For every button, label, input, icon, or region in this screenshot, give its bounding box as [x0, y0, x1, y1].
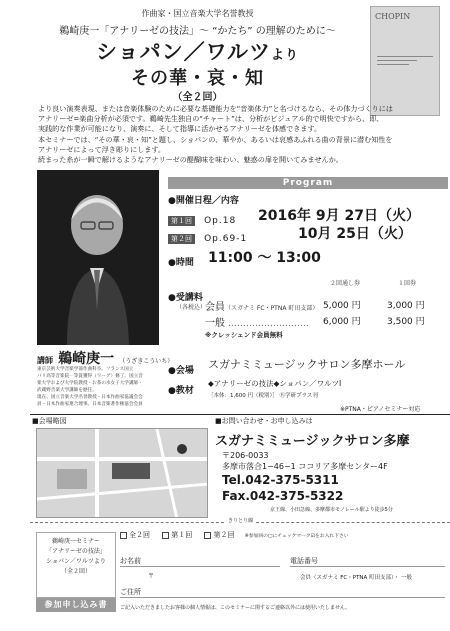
intro-line: 続まった糸が一瞬で解けるようなアナリーゼの醍醐味を味わい、魅惑の扉を開いてみませんか。 [38, 155, 343, 165]
time-row [168, 250, 321, 269]
intro-text [38, 104, 448, 165]
session-count: （全２回） [172, 92, 223, 103]
phone-field[interactable] [290, 566, 445, 567]
fee-general-row: 一般 ……………………… 6,000 円 3,500 円 [205, 317, 425, 329]
bio-line: 楽大学および大学院教授・お茶の水女子大学講師・ [37, 381, 143, 386]
contact-access: 京王線、小田急線、多摩都市モノレール駅より徒歩5分 [270, 507, 393, 513]
intro-line: より良い演奏表現、または音楽体験のために必要な基礎能力を“音楽体力”と名づけるなら、その体力づくりには [38, 104, 393, 113]
venue-value: スガナミミュージックサロン多摩ホール [208, 358, 406, 371]
session-piece: Op.69-1 [204, 234, 248, 244]
session-row-2 [168, 226, 448, 245]
lecturer-name-line [37, 348, 173, 368]
title-yori: より [270, 48, 299, 63]
venue-map [36, 428, 208, 518]
venue-heading: ●会場 [168, 366, 194, 376]
schedule-heading: ●開催日程／内容 [168, 196, 239, 206]
session-options: 全２回 第１回 第２回 ※参加回の□にチェックマーク☑をお入れ下さい [120, 530, 349, 540]
option-1-checkbox[interactable] [162, 532, 169, 539]
privacy-note: ご記入いただきましたお客様の個人情報は、このセミナーに関するご連絡以外には使用いたしません。 [120, 605, 351, 611]
option-2-checkbox[interactable] [204, 532, 211, 539]
contact-address: 多摩市落合1−46−1 ココリア多摩センター4F [222, 462, 388, 471]
credit-note: ※クレッシェンド会員無料 [205, 331, 283, 339]
contact-postal: 〒206-0033 [222, 451, 269, 460]
time-heading: ●時間 [168, 258, 194, 268]
material-value: ◆アナリーゼの技法◆ショパン／ワルツⅠ [208, 379, 342, 388]
cut-line-label: きりとり線 [225, 517, 256, 524]
contact-tel[interactable]: Tel.042-375-5311 [222, 473, 339, 487]
seminar-subtitle: 鵜崎庚一「アナリーゼの技法」～ “かたち” の理解のために～ [59, 26, 336, 37]
option-all-checkbox[interactable] [120, 532, 127, 539]
bio-line: 武蔵野音楽大学講師を歴任。 [37, 388, 97, 393]
fee-col2: １回券 [398, 280, 417, 287]
title-main: ショパン／ワルツ [96, 40, 271, 64]
lecturer-bio [37, 366, 162, 408]
bio-line: パリ高等音楽院一等賞獲得（ワーグ）修了。国立音 [37, 374, 143, 379]
form-left-box [36, 532, 116, 598]
contact-name: スガナミミュージックサロン多摩 [215, 434, 410, 449]
lecturer-reading: （うざきこういち） [119, 358, 174, 365]
address-field[interactable] [120, 597, 445, 598]
fee-col1: ２回通し券 [330, 280, 361, 287]
name-field[interactable] [120, 566, 280, 567]
material-price-line: ［本体：1,600 円（税別）］ Ⓡ学研プラス刊 [208, 393, 318, 399]
venue-row [168, 358, 448, 377]
program-bar: Program [168, 177, 448, 189]
session-date: 10月 25日（火） [298, 226, 412, 242]
ptna-note: ※PTNA・ピアノセミナー対応 [340, 406, 421, 413]
intro-line: アナリーゼ=楽曲分析が必須です。鵜崎先生独自の“チャート”は、分析がビジュアル的で明快ですから、即、 [38, 114, 384, 124]
member-option[interactable]: 会員（スガナミ FC・PTNA 町田支部）・ 一般 [300, 575, 413, 581]
address-label: ご住所 [120, 588, 141, 596]
material-heading: ●教材 [168, 386, 194, 396]
name-label: お名前 [120, 557, 141, 565]
form-left-line: （全２回） [60, 568, 91, 575]
session-date: 2016年 9月 27日（火） [258, 208, 420, 224]
organizer-line: 作曲家・国立音楽大学名誉教授 [141, 9, 254, 18]
session-label: 第２回 [168, 234, 195, 244]
intro-line: 実践的な作業が可能になり、演奏に、そして指導に活かせるアナリーゼを体感できます。 [38, 124, 322, 134]
book-label: CHOPIN [375, 12, 411, 21]
lecturer-prefix: 講師 [37, 356, 53, 365]
lecturer-photo [37, 170, 159, 345]
session-label: 第１回 [168, 216, 195, 226]
contact-fax: Fax.042-375-5322 [222, 489, 344, 503]
page-title [0, 36, 395, 66]
bio-line: 東京芸術大学音楽学部作曲科卒。フランス国立 [37, 367, 134, 372]
form-left-line: 鵜崎庚一セミナー [51, 538, 100, 545]
form-left-line: ショパン／ワルツより [46, 558, 106, 565]
fee-member-row: 会員（スガナミ FC・PTNA 町田支部） 5,000 円 3,000 円 [205, 301, 425, 313]
session-piece: Op.18 [204, 216, 237, 226]
postal-mark: 〒 [148, 573, 155, 580]
intro-line: アナリーゼによって浮き彫りにします。 [38, 144, 165, 154]
bio-line: 現在、国立音楽大学名誉教授・日本作曲家協議会会 [37, 395, 143, 400]
intro-line: 本セミナーでは、“その華・哀・知”と題し、ショパンの、華やか、あるいは哀感あふれる曲の背景に潜む知性を [38, 134, 393, 144]
time-value: 11:00 〜 13:00 [208, 250, 321, 266]
map-heading: ■会場略図 [32, 417, 67, 425]
contact-heading: ■お問い合わせ・お申し込みは [215, 417, 313, 425]
book-cover-image [370, 6, 440, 116]
form-left-line: 「アナリーゼの技法」 [46, 548, 106, 555]
lecturer-name: 鵜崎庚一 [58, 351, 115, 367]
bio-line: 員・日本作曲家連合理事。日本音楽著作権協会会員 [37, 402, 143, 407]
title-second: その華・哀・知 [131, 68, 264, 89]
fee-heading: ●受講料 [168, 293, 203, 303]
phone-label: 電話番号 [290, 557, 318, 565]
apply-label: 参加申し込み書 [36, 598, 116, 612]
fee-heading-note: （各税込） [176, 304, 207, 311]
